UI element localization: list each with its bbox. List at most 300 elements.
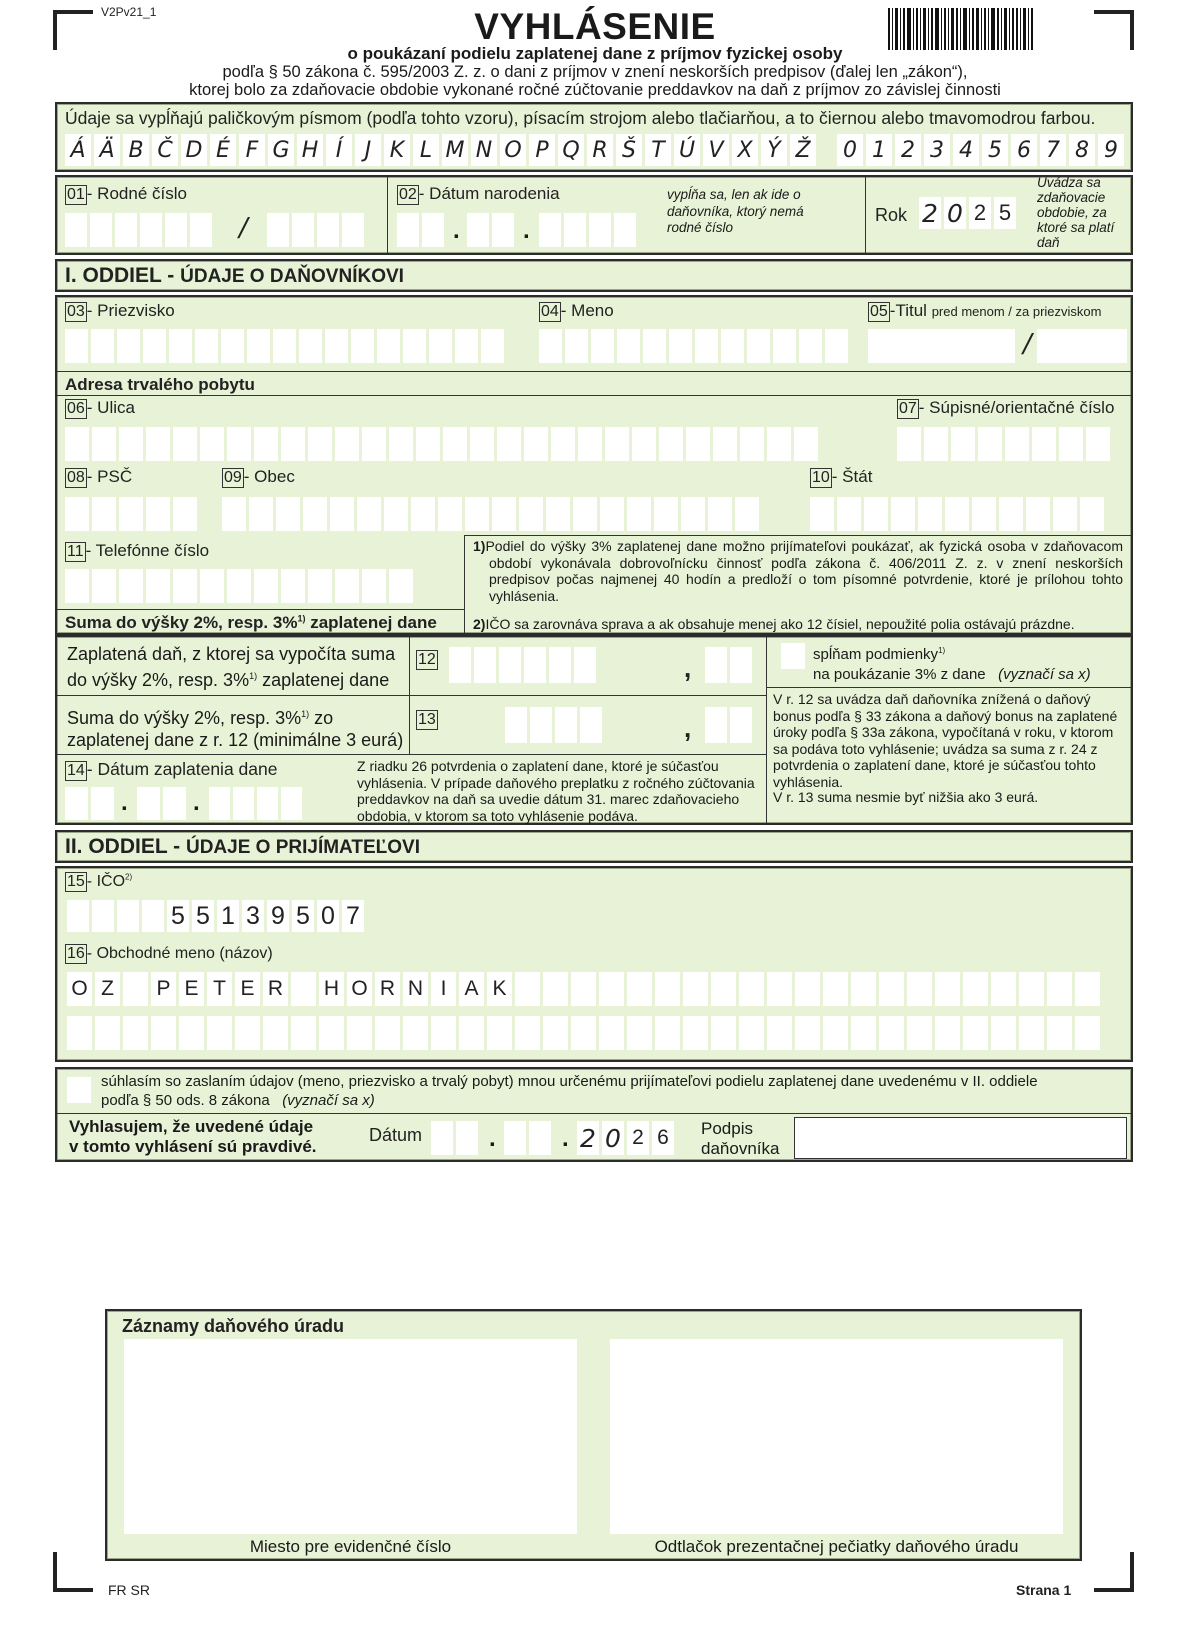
input-cell[interactable] <box>362 569 386 603</box>
input-cell[interactable] <box>146 497 170 531</box>
input-cell[interactable] <box>963 1016 988 1050</box>
input-cell[interactable] <box>555 707 577 743</box>
input-cell[interactable] <box>571 1016 596 1050</box>
tax-year-digit[interactable]: 5 <box>994 197 1016 229</box>
business-name-char[interactable]: I <box>431 972 456 1006</box>
input-cell[interactable] <box>643 329 666 363</box>
instructions-panel <box>55 102 1133 172</box>
year-label: Rok <box>875 205 908 225</box>
input-cell[interactable] <box>524 427 548 461</box>
tax-year-digit[interactable]: 2 <box>969 197 991 229</box>
input-cell[interactable] <box>851 1016 876 1050</box>
input-cell[interactable] <box>605 427 629 461</box>
input-cell[interactable] <box>632 427 656 461</box>
input-cell[interactable] <box>281 427 305 461</box>
business-name-char[interactable] <box>907 972 932 1006</box>
input-cell[interactable] <box>524 647 546 683</box>
ico-digit[interactable] <box>142 900 164 932</box>
input-cell[interactable] <box>574 647 596 683</box>
input-cell[interactable] <box>747 329 770 363</box>
business-name-char[interactable] <box>1075 972 1100 1006</box>
birth-number-input[interactable] <box>65 213 215 247</box>
input-cell[interactable] <box>119 569 143 603</box>
sample-letter-char: É <box>210 134 236 166</box>
declaration-date-year-input[interactable]: 2 0 2 6 <box>577 1121 677 1155</box>
input-cell[interactable] <box>565 329 588 363</box>
input-cell[interactable] <box>659 427 683 461</box>
input-cell[interactable] <box>627 1016 652 1050</box>
input-cell[interactable] <box>207 1016 232 1050</box>
input-cell[interactable] <box>263 1016 288 1050</box>
input-cell[interactable] <box>825 329 848 363</box>
input-cell[interactable] <box>599 1016 624 1050</box>
input-cell[interactable] <box>403 329 426 363</box>
input-cell[interactable] <box>173 497 197 531</box>
input-cell[interactable] <box>325 329 348 363</box>
input-cell[interactable] <box>459 1016 484 1050</box>
form-subtitle: o poukázaní podielu zaplatenej dane z príjmov fyzickej osoby <box>347 44 843 63</box>
input-cell[interactable] <box>123 1016 148 1050</box>
birth-number-suffix-input[interactable] <box>267 213 367 247</box>
input-cell[interactable] <box>504 1121 526 1155</box>
share-amount-cents-input[interactable] <box>705 707 755 743</box>
input-cell[interactable] <box>146 427 170 461</box>
input-cell[interactable] <box>169 329 192 363</box>
section-2-subtitle: ÚDAJE O PRIJÍMATEĽOVI <box>185 837 420 858</box>
paid-tax-input[interactable] <box>449 647 599 683</box>
input-cell[interactable] <box>403 1016 428 1050</box>
field-05-label: 05 -Titul pred menom / za priezviskom <box>870 301 1102 320</box>
input-cell[interactable] <box>92 427 116 461</box>
input-cell[interactable] <box>695 329 718 363</box>
input-cell[interactable] <box>739 1016 764 1050</box>
ico-digit[interactable] <box>92 900 114 932</box>
business-name-char[interactable] <box>515 972 540 1006</box>
business-name-char[interactable]: H <box>319 972 344 1006</box>
input-cell[interactable] <box>529 1121 551 1155</box>
input-cell[interactable] <box>377 329 400 363</box>
input-cell[interactable] <box>429 329 452 363</box>
input-cell[interactable] <box>319 1016 344 1050</box>
input-cell[interactable] <box>438 497 462 531</box>
input-cell[interactable] <box>711 1016 736 1050</box>
input-cell[interactable] <box>580 707 602 743</box>
input-cell[interactable] <box>546 497 570 531</box>
input-cell[interactable] <box>117 329 140 363</box>
input-cell[interactable] <box>539 329 562 363</box>
input-cell[interactable] <box>686 427 710 461</box>
input-cell[interactable] <box>137 787 160 820</box>
input-cell[interactable] <box>195 329 218 363</box>
input-cell[interactable] <box>357 497 381 531</box>
input-cell[interactable] <box>708 497 732 531</box>
business-name-char[interactable] <box>655 972 680 1006</box>
input-cell[interactable] <box>600 497 624 531</box>
input-cell[interactable] <box>456 1121 478 1155</box>
input-cell[interactable] <box>303 497 327 531</box>
input-cell[interactable] <box>1059 427 1083 461</box>
business-name-char[interactable]: P <box>151 972 176 1006</box>
business-name-char[interactable] <box>291 972 316 1006</box>
title-before-input[interactable] <box>868 329 1015 363</box>
business-name-char[interactable] <box>823 972 848 1006</box>
input-cell[interactable] <box>492 497 516 531</box>
input-cell[interactable] <box>92 497 116 531</box>
sample-letter-char: Ú <box>674 134 700 166</box>
input-cell[interactable] <box>907 1016 932 1050</box>
input-cell[interactable] <box>276 497 300 531</box>
input-cell[interactable] <box>455 329 478 363</box>
ico-digit[interactable]: 3 <box>242 900 264 932</box>
field-11-label: 11 - Telefónne číslo <box>67 541 210 560</box>
input-cell[interactable] <box>351 329 374 363</box>
input-cell[interactable] <box>465 497 489 531</box>
input-cell[interactable] <box>233 787 254 820</box>
business-name-char[interactable]: E <box>179 972 204 1006</box>
input-cell[interactable] <box>823 1016 848 1050</box>
input-cell[interactable] <box>721 329 744 363</box>
input-cell[interactable] <box>416 427 440 461</box>
input-cell[interactable] <box>978 427 1002 461</box>
form-legal-line-2: ktorej bolo za zdaňovacie obdobie vykonané ročné zúčtovanie preddavkov na daň z príjmov zo závislej činnosti <box>189 81 1001 99</box>
street-input[interactable] <box>65 427 821 461</box>
input-cell[interactable] <box>389 427 413 461</box>
business-name-char[interactable]: E <box>235 972 260 1006</box>
input-cell[interactable] <box>730 647 752 683</box>
row-12-note: V r. 12 sa uvádza daň daňovníka znížená o daňový bonus podľa § 33 zákona a daňový bonus na zaplatené úroky podľa § 33a zákona, vypočítaná v roku, v ktorom sa podáva toto vyhlásenie; uvádza sa suma z r. 24 z potvrdenia o zaplatení dane, ktoré je súčasťou tohto vyhlásenia. <box>773 691 1118 790</box>
input-cell[interactable] <box>200 427 224 461</box>
business-name-char[interactable] <box>739 972 764 1006</box>
business-name-char[interactable] <box>991 972 1016 1006</box>
input-cell[interactable] <box>308 427 332 461</box>
input-cell[interactable] <box>65 329 88 363</box>
title-after-input[interactable] <box>1037 329 1127 363</box>
input-cell[interactable] <box>281 569 305 603</box>
input-cell[interactable] <box>375 1016 400 1050</box>
business-name-char[interactable]: A <box>459 972 484 1006</box>
business-name-input-row-1[interactable] <box>67 972 1103 1006</box>
input-cell[interactable] <box>617 329 640 363</box>
input-cell[interactable] <box>335 427 359 461</box>
input-cell[interactable] <box>891 497 915 531</box>
input-cell[interactable] <box>543 1016 568 1050</box>
business-name-char[interactable]: O <box>67 972 92 1006</box>
business-name-char[interactable] <box>879 972 904 1006</box>
input-cell[interactable] <box>1019 1016 1044 1050</box>
input-cell[interactable] <box>474 647 496 683</box>
house-number-input[interactable] <box>897 427 1113 461</box>
business-name-char[interactable]: T <box>207 972 232 1006</box>
business-name-char[interactable]: N <box>403 972 428 1006</box>
input-cell[interactable] <box>235 1016 260 1050</box>
input-cell[interactable] <box>119 427 143 461</box>
input-cell[interactable] <box>551 427 575 461</box>
conditions-checkbox[interactable] <box>781 643 805 669</box>
surname-input[interactable] <box>65 329 507 363</box>
payment-date-year-input[interactable] <box>209 787 305 820</box>
input-cell[interactable] <box>999 497 1023 531</box>
country-input[interactable] <box>810 497 1107 531</box>
input-cell[interactable] <box>470 427 494 461</box>
input-cell[interactable] <box>151 1016 176 1050</box>
input-cell[interactable] <box>935 1016 960 1050</box>
input-cell[interactable] <box>227 569 251 603</box>
input-cell[interactable] <box>249 497 273 531</box>
footnote-2: 2)IČO sa zarovnáva sprava a ak obsahuje menej ako 12 čísiel, nepoužité polia ostávajú prázdne. <box>473 616 1075 632</box>
input-cell[interactable] <box>91 329 114 363</box>
municipality-input[interactable] <box>222 497 762 531</box>
input-cell[interactable] <box>95 1016 120 1050</box>
input-cell[interactable] <box>713 427 737 461</box>
input-cell[interactable] <box>335 569 359 603</box>
input-cell[interactable] <box>1026 497 1050 531</box>
business-name-char[interactable] <box>795 972 820 1006</box>
office-stamp-area <box>610 1339 1063 1534</box>
ico-digit[interactable]: 7 <box>342 900 364 932</box>
input-cell[interactable] <box>767 1016 792 1050</box>
input-cell[interactable] <box>384 497 408 531</box>
input-cell[interactable] <box>347 1016 372 1050</box>
field-04-label: 04 - Meno <box>541 301 614 320</box>
input-cell[interactable] <box>740 427 764 461</box>
input-cell[interactable] <box>222 497 246 531</box>
input-cell[interactable] <box>730 707 752 743</box>
input-cell[interactable] <box>330 497 354 531</box>
sample-letter-char: O <box>500 134 526 166</box>
section-2-title: II. ODDIEL - <box>65 835 186 858</box>
business-name-char[interactable]: Z <box>95 972 120 1006</box>
input-cell[interactable] <box>431 1016 456 1050</box>
input-cell[interactable] <box>705 647 727 683</box>
business-name-char[interactable]: R <box>375 972 400 1006</box>
form-title: VYHLÁSENIE <box>474 6 716 47</box>
tax-year-digit[interactable]: 2 <box>919 197 941 229</box>
input-cell[interactable] <box>991 1016 1016 1050</box>
ico-digit[interactable]: 0 <box>317 900 339 932</box>
form-code: V2Pv21_1 <box>101 5 157 19</box>
input-cell[interactable] <box>67 1016 92 1050</box>
instructions-text: Údaje sa vypĺňajú paličkovým písmom (podľa tohto vzoru), písacím strojom alebo tlačiarňou, a to čiernou alebo tmavomodrou farbou. <box>65 108 1096 128</box>
business-name-char[interactable] <box>571 972 596 1006</box>
input-cell[interactable] <box>200 569 224 603</box>
consent-checkbox[interactable] <box>67 1077 91 1103</box>
input-cell[interactable] <box>65 427 89 461</box>
input-cell[interactable] <box>573 497 597 531</box>
payment-date-month-input[interactable] <box>137 787 189 820</box>
input-cell[interactable] <box>254 427 278 461</box>
ico-digit[interactable] <box>117 900 139 932</box>
input-cell[interactable] <box>627 497 651 531</box>
birth-date-day-input[interactable] <box>397 213 447 247</box>
sample-digit-char: 7 <box>1040 134 1066 166</box>
field-07-label: 07 - Súpisné/orientačné číslo <box>899 398 1115 417</box>
input-cell[interactable] <box>209 787 230 820</box>
input-cell[interactable] <box>299 329 322 363</box>
input-cell[interactable] <box>1047 1016 1072 1050</box>
input-cell[interactable] <box>654 497 678 531</box>
input-cell[interactable] <box>65 787 88 820</box>
input-cell[interactable] <box>247 329 270 363</box>
input-cell[interactable] <box>281 787 302 820</box>
input-cell[interactable] <box>1032 427 1056 461</box>
input-cell[interactable] <box>173 427 197 461</box>
input-cell[interactable] <box>1080 497 1104 531</box>
ico-input[interactable] <box>67 900 367 932</box>
field-02-label: 02 - Dátum narodenia <box>399 184 560 203</box>
row-13-number: 13 <box>418 711 436 728</box>
ico-digit[interactable]: 5 <box>192 900 214 932</box>
input-cell[interactable] <box>972 497 996 531</box>
input-cell[interactable] <box>549 647 571 683</box>
input-cell[interactable] <box>362 427 386 461</box>
business-name-char[interactable]: O <box>347 972 372 1006</box>
business-name-char[interactable] <box>711 972 736 1006</box>
ico-digit[interactable]: 5 <box>167 900 189 932</box>
section-1-title: I. ODDIEL - <box>65 264 181 287</box>
birth-date-month-input[interactable] <box>467 213 517 247</box>
input-cell[interactable] <box>837 497 861 531</box>
ico-digit[interactable]: 1 <box>217 900 239 932</box>
input-cell[interactable] <box>591 329 614 363</box>
input-cell[interactable] <box>497 427 521 461</box>
input-cell[interactable] <box>767 427 791 461</box>
input-cell[interactable] <box>530 707 552 743</box>
sample-letter-char: Ä <box>94 134 120 166</box>
sample-letter-char: Š <box>616 134 642 166</box>
ico-digit[interactable] <box>67 900 89 932</box>
business-name-char[interactable] <box>1019 972 1044 1006</box>
business-name-char[interactable] <box>123 972 148 1006</box>
tax-year-digit[interactable]: 0 <box>944 197 966 229</box>
input-cell[interactable] <box>273 329 296 363</box>
sample-digit-char: 1 <box>866 134 892 166</box>
sample-digit-char: 8 <box>1069 134 1095 166</box>
first-name-input[interactable] <box>539 329 851 363</box>
input-cell[interactable] <box>65 497 89 531</box>
input-cell[interactable] <box>163 787 186 820</box>
business-name-char[interactable]: K <box>487 972 512 1006</box>
business-name-input-row-2[interactable] <box>67 1016 1103 1050</box>
footnotes-panel <box>464 535 1131 633</box>
input-cell[interactable] <box>389 569 413 603</box>
tax-year-input[interactable] <box>919 197 1019 229</box>
input-cell[interactable] <box>254 569 278 603</box>
ico-digit[interactable]: 5 <box>292 900 314 932</box>
input-cell[interactable] <box>795 1016 820 1050</box>
input-cell[interactable] <box>443 427 467 461</box>
business-name-char[interactable]: R <box>263 972 288 1006</box>
input-cell[interactable] <box>65 569 89 603</box>
input-cell[interactable] <box>1086 427 1110 461</box>
business-name-char[interactable] <box>1047 972 1072 1006</box>
input-cell[interactable] <box>411 497 435 531</box>
section-1-subtitle: ÚDAJE O DAŇOVNÍKOVI <box>180 266 404 287</box>
business-name-char[interactable] <box>963 972 988 1006</box>
business-name-char[interactable] <box>935 972 960 1006</box>
postal-code-input[interactable] <box>65 497 200 531</box>
input-cell[interactable] <box>1075 1016 1100 1050</box>
input-cell[interactable] <box>308 569 332 603</box>
input-cell[interactable] <box>735 497 759 531</box>
input-cell[interactable] <box>179 1016 204 1050</box>
input-cell[interactable] <box>794 427 818 461</box>
birth-date-year-input[interactable] <box>539 213 639 247</box>
input-cell[interactable] <box>799 329 822 363</box>
input-cell[interactable] <box>92 569 116 603</box>
business-name-char[interactable] <box>543 972 568 1006</box>
input-cell[interactable] <box>683 1016 708 1050</box>
business-name-char[interactable] <box>767 972 792 1006</box>
input-cell[interactable] <box>669 329 692 363</box>
sample-letter-char: X <box>732 134 758 166</box>
address-heading: Adresa trvalého pobytu <box>65 375 255 394</box>
consent-text: súhlasím so zaslaním údajov (meno, priezvisko a trvalý pobyt) mnou určenému prijímateľovi podielu zaplatenej dane uvedenému v II. oddiele podľa § 50 ods. 8 zákona (vyznačí sa x) <box>101 1073 1038 1109</box>
input-cell[interactable] <box>1005 427 1029 461</box>
business-name-char[interactable] <box>627 972 652 1006</box>
input-cell[interactable] <box>951 427 975 461</box>
input-cell[interactable] <box>505 707 527 743</box>
birth-number-separator: / <box>239 213 248 243</box>
registration-number-area <box>124 1339 577 1534</box>
input-cell[interactable] <box>146 569 170 603</box>
input-cell[interactable] <box>515 1016 540 1050</box>
input-cell[interactable] <box>449 647 471 683</box>
input-cell[interactable] <box>864 497 888 531</box>
input-cell[interactable] <box>431 1121 453 1155</box>
input-cell[interactable] <box>918 497 942 531</box>
input-cell[interactable] <box>173 569 197 603</box>
input-cell[interactable] <box>705 707 727 743</box>
input-cell[interactable] <box>1053 497 1077 531</box>
share-amount-input[interactable] <box>505 707 605 743</box>
input-cell[interactable] <box>227 427 251 461</box>
input-cell[interactable] <box>578 427 602 461</box>
business-name-char[interactable] <box>851 972 876 1006</box>
input-cell[interactable] <box>221 329 244 363</box>
input-cell[interactable] <box>143 329 166 363</box>
business-name-char[interactable] <box>599 972 624 1006</box>
input-cell[interactable] <box>924 427 948 461</box>
declaration-date-day-input[interactable] <box>431 1121 481 1155</box>
input-cell[interactable] <box>519 497 543 531</box>
phone-input[interactable] <box>65 569 416 603</box>
business-name-char[interactable] <box>683 972 708 1006</box>
input-cell[interactable] <box>481 329 504 363</box>
input-cell[interactable] <box>91 787 114 820</box>
declaration-date-month-input[interactable] <box>504 1121 554 1155</box>
ico-digit[interactable]: 9 <box>267 900 289 932</box>
input-cell[interactable] <box>257 787 278 820</box>
field-06-label: 06 - Ulica <box>67 398 135 417</box>
payment-date-day-input[interactable] <box>65 787 117 820</box>
input-cell[interactable] <box>499 647 521 683</box>
input-cell[interactable] <box>945 497 969 531</box>
input-cell[interactable] <box>119 497 143 531</box>
input-cell[interactable] <box>810 497 834 531</box>
input-cell[interactable] <box>879 1016 904 1050</box>
paid-tax-cents-input[interactable] <box>705 647 755 683</box>
signature-field[interactable] <box>794 1117 1127 1159</box>
input-cell[interactable] <box>291 1016 316 1050</box>
sample-digit-char: 4 <box>953 134 979 166</box>
input-cell[interactable] <box>897 427 921 461</box>
input-cell[interactable] <box>487 1016 512 1050</box>
sample-digit-char: 3 <box>924 134 950 166</box>
input-cell[interactable] <box>681 497 705 531</box>
sample-letter-char: G <box>268 134 294 166</box>
input-cell[interactable] <box>655 1016 680 1050</box>
input-cell[interactable] <box>773 329 796 363</box>
